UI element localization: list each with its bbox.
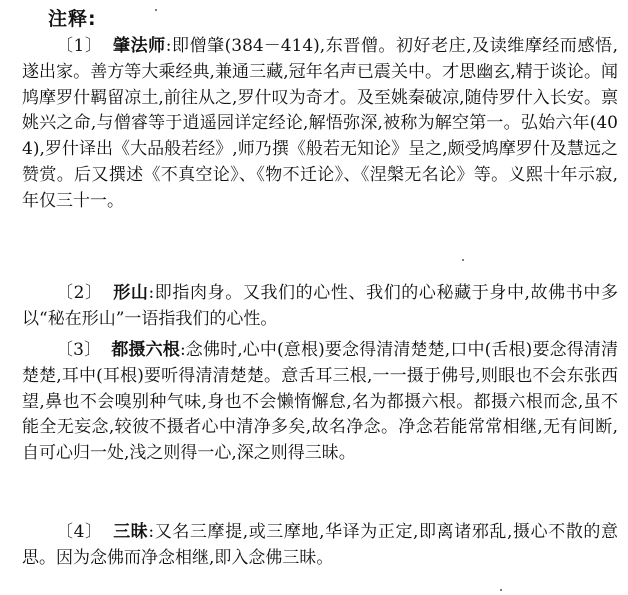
scan-speck <box>500 589 502 591</box>
note-3 <box>22 338 618 467</box>
note-2 <box>22 281 618 333</box>
note-number: 〔3〕 <box>56 340 102 360</box>
note-number: 〔1〕 <box>56 36 103 56</box>
note-body: :念佛时,心中(意根)要念得清清楚楚,口中(舌根)要念得清清楚楚,耳中(耳根)要听得清清楚楚。意舌耳三根,一一摄于佛号,则眼也不会东张西望,鼻也不会嗅别种气味,身也不会懒惰懈怠,名为都摄六根。都摄六根而念,虽不能全无妄念,较彼不摄者心中清净多矣,故名净念。净念若能常常相继,无有间断,自可心归一处,浅之则得一心,深之则得三昧。 <box>22 340 618 464</box>
note-body: :即指肉身。又我们的心性、我们的心秘藏于身中,故佛书中多以“秘在形山”一语指我们的心性。 <box>22 283 618 329</box>
note-term: 都摄六根 <box>111 340 180 360</box>
scan-speck <box>462 259 464 261</box>
note-term: 肇法师 <box>112 36 166 56</box>
note-1 <box>22 34 618 215</box>
note-4 <box>22 520 618 572</box>
note-body: :又名三摩提,或三摩地,华译为正定,即离诸邪乱,摄心不散的意思。因为念佛而净念相继,即入念佛三昧。 <box>22 522 619 568</box>
note-body: :即僧肇(384－414),东晋僧。初好老庄,及读维摩经而感悟,遂出家。善方等大乘经典,兼通三藏,冠年名声已震关中。才思幽玄,精于谈论。闻鸠摩罗什羁留凉土,前往从之,罗什叹为奇才。及至姚秦破凉,随侍罗什入长安。禀姚兴之命,与僧睿等于逍遥园详定经论,解悟弥深,被称为解空第一。弘始六年(404),罗什译出《大品般若经》,师乃撰《般若无知论》呈之,颇受鸠摩罗什及慧远之赞赏。后又撰述《不真空论》、《物不迁论》、《涅槃无名论》等。义熙十年示寂,年仅三十一。 <box>22 36 618 211</box>
note-term: 形山 <box>112 283 149 303</box>
note-number: 〔4〕 <box>56 522 103 542</box>
note-term: 三昧 <box>112 522 149 542</box>
scan-speck <box>155 9 157 11</box>
notes-heading: 注释: <box>48 8 97 30</box>
note-number: 〔2〕 <box>56 283 103 303</box>
